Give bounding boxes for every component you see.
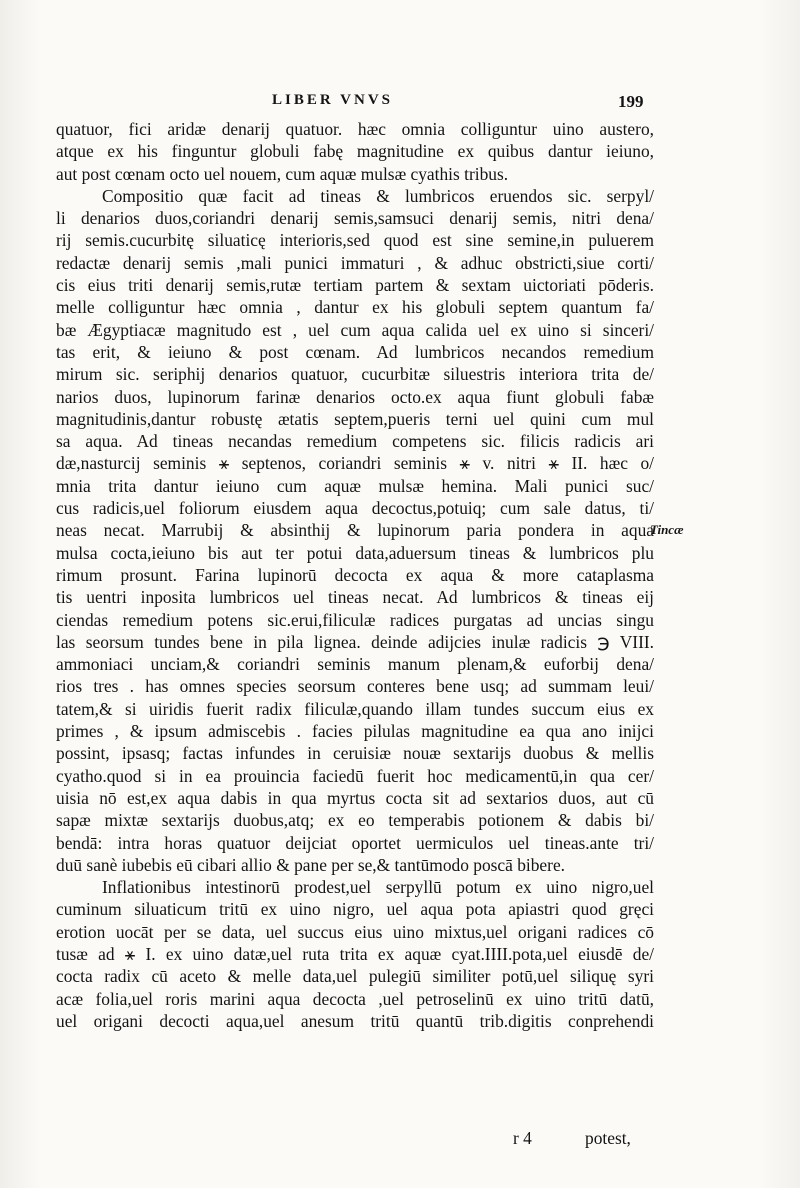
text-line: cuminum siluaticum tritū ex uino nigro, uel aqua pota apiastri quod gręci — [56, 899, 654, 920]
text-line: mnia trita dantur ieiuno cum aquæ mulsæ hemina. Mali punici suc/ — [56, 475, 654, 496]
text-line: rios tres . has omnes species seorsum conteres bene usq; ad summam leui/ — [56, 676, 654, 697]
body-text — [56, 118, 654, 1032]
catchword: potest, — [585, 1128, 631, 1148]
text-line: tusæ ad ⚹ I. ex uino datæ,uel ruta trita ex aquæ cyat.IIII.pota,uel eiusdē de/ — [56, 943, 654, 964]
text-line: mirum sic. seriphij denarios quatuor, cucurbitæ siluestris interiora trita de/ — [56, 364, 654, 385]
text-line: uisia nō est,ex aqua dabis in qua myrtus cocta sit ad sextarios duos, aut cū — [56, 787, 654, 808]
text-line: cis eius triti denarij semis,rutæ tertiam partem & sextam uictoriati pōderis. — [56, 275, 654, 296]
text-line: acæ folia,uel roris marini aqua decocta ,uel petroselinū ex uino tritū datū, — [56, 988, 654, 1009]
text-line: uel origani decocti aqua,uel anesum tritū quantū trib.digitis conprehendi — [56, 1010, 654, 1031]
text-line: ammoniaci unciam,& coriandri seminis manum plenam,& euforbij dena/ — [56, 654, 654, 675]
text-line: atque ex his finguntur globuli fabę magnitudine ex quibus dantur ieiuno, — [56, 141, 654, 162]
text-line: aut post cœnam octo uel nouem, cum aquæ mulsæ cyathis tribus. — [56, 163, 509, 184]
text-line: dæ,nasturcij seminis ⚹ septenos, coriandri seminis ⚹ v. nitri ⚹ II. hæc o/ — [56, 453, 654, 474]
text-line: tas erit, & ieiuno & post cœnam. Ad lumbricos necandos remedium — [56, 341, 654, 362]
text-line: primes , & ipsum admiscebis . facies pilulas magnitudine ea qua ano inijci — [56, 721, 654, 742]
text-line: ciendas remedium potens sic.erui,filiculæ radices purgatas ad uncias singu — [56, 609, 654, 630]
page-number: 199 — [618, 92, 644, 111]
text-line: redactæ denarij semis ,mali punici immaturi , & adhuc obstricti,siue corti/ — [56, 252, 654, 273]
text-line: li denarios duos,coriandri denarij semis,samsuci denarij semis, nitri dena/ — [56, 208, 654, 229]
text-line: cus radicis,uel foliorum eiusdem aqua decoctus,potuiq; cum sale datus, ti/ — [56, 498, 654, 519]
running-head: LIBER VNVS — [272, 92, 394, 108]
text-line: tatem,& si uiridis fuerit radix filiculæ,quando illam tundes succum eius ex — [56, 698, 654, 719]
text-line: bendā: intra horas quatuor deijciat oportet uermiculos uel tineas.ante tri/ — [56, 832, 654, 853]
text-line: quatuor, fici aridæ denarij quatuor. hæc omnia colliguntur uino austero, — [56, 119, 654, 139]
text-line: bæ Ægyptiacæ magnitudo est , uel cum aqua calida uel ex uino si sinceri/ — [56, 319, 654, 340]
text-line: melle colliguntur hæc omnia , dantur ex his globuli septem quantum fa/ — [56, 297, 654, 318]
text-line: mulsa cocta,ieiuno bis aut ter potui data,aduersum tineas & lumbricos plu — [56, 542, 654, 563]
text-line: neas necat. Marrubij & absinthij & lupinorum paria pondera in aqua — [56, 520, 654, 541]
margin-note: Tincæ — [650, 522, 684, 537]
text-line: magnitudinis,dantur robustę ætatis septem,pueris terni uel quini cum mul — [56, 408, 654, 429]
text-line: cocta radix cū aceto & melle data,uel pulegiū similiter potū,uel siliquę syri — [56, 966, 654, 987]
text-line: duū sanè iubebis eū cibari allio & pane per se,& tantūmodo poscā bibere. — [56, 854, 566, 875]
text-line: las seorsum tundes bene in pila lignea. deinde adijcies inulæ radicis ℈ VIII. — [56, 631, 654, 652]
text-line: rimum prosunt. Farina lupinorū decocta ex aqua & more cataplasma — [56, 564, 654, 585]
text-line: Inflationibus intestinorū prodest,uel serpyllū potum ex uino nigro,uel — [102, 877, 654, 898]
text-line: Compositio quæ facit ad tineas & lumbricos eruendos sic. serpyl/ — [102, 185, 654, 206]
text-line: sapæ mixtæ sextarijs duobus,atq; ex eo temperabis potionem & dabis bi/ — [56, 810, 654, 831]
text-line: rij semis.cucurbitę siluaticę interioris,sed quod est sine semine,in puluerem — [56, 230, 654, 251]
signature-mark: r 4 — [513, 1128, 532, 1148]
text-line: sa aqua. Ad tineas necandas remedium competens sic. filicis radicis ari — [56, 431, 654, 452]
text-line: tis uentri inposita lumbricos uel tineas necat. Ad lumbricos & tineas eij — [56, 587, 654, 608]
text-line: narios duos, lupinorum farinæ denarios octo.ex aqua fiunt globuli fabæ — [56, 386, 654, 407]
text-line: erotion uocāt per se data, uel succus eius uino mixtus,uel origani radices cō — [56, 921, 654, 942]
text-line: cyatho.quod si in ea prouincia faciedū fuerit hoc medicamentū,in qua cer/ — [56, 765, 654, 786]
text-line: possint, ipsasq; factas infundes in ceruisiæ nouæ sextarijs duobus & mellis — [56, 743, 654, 764]
